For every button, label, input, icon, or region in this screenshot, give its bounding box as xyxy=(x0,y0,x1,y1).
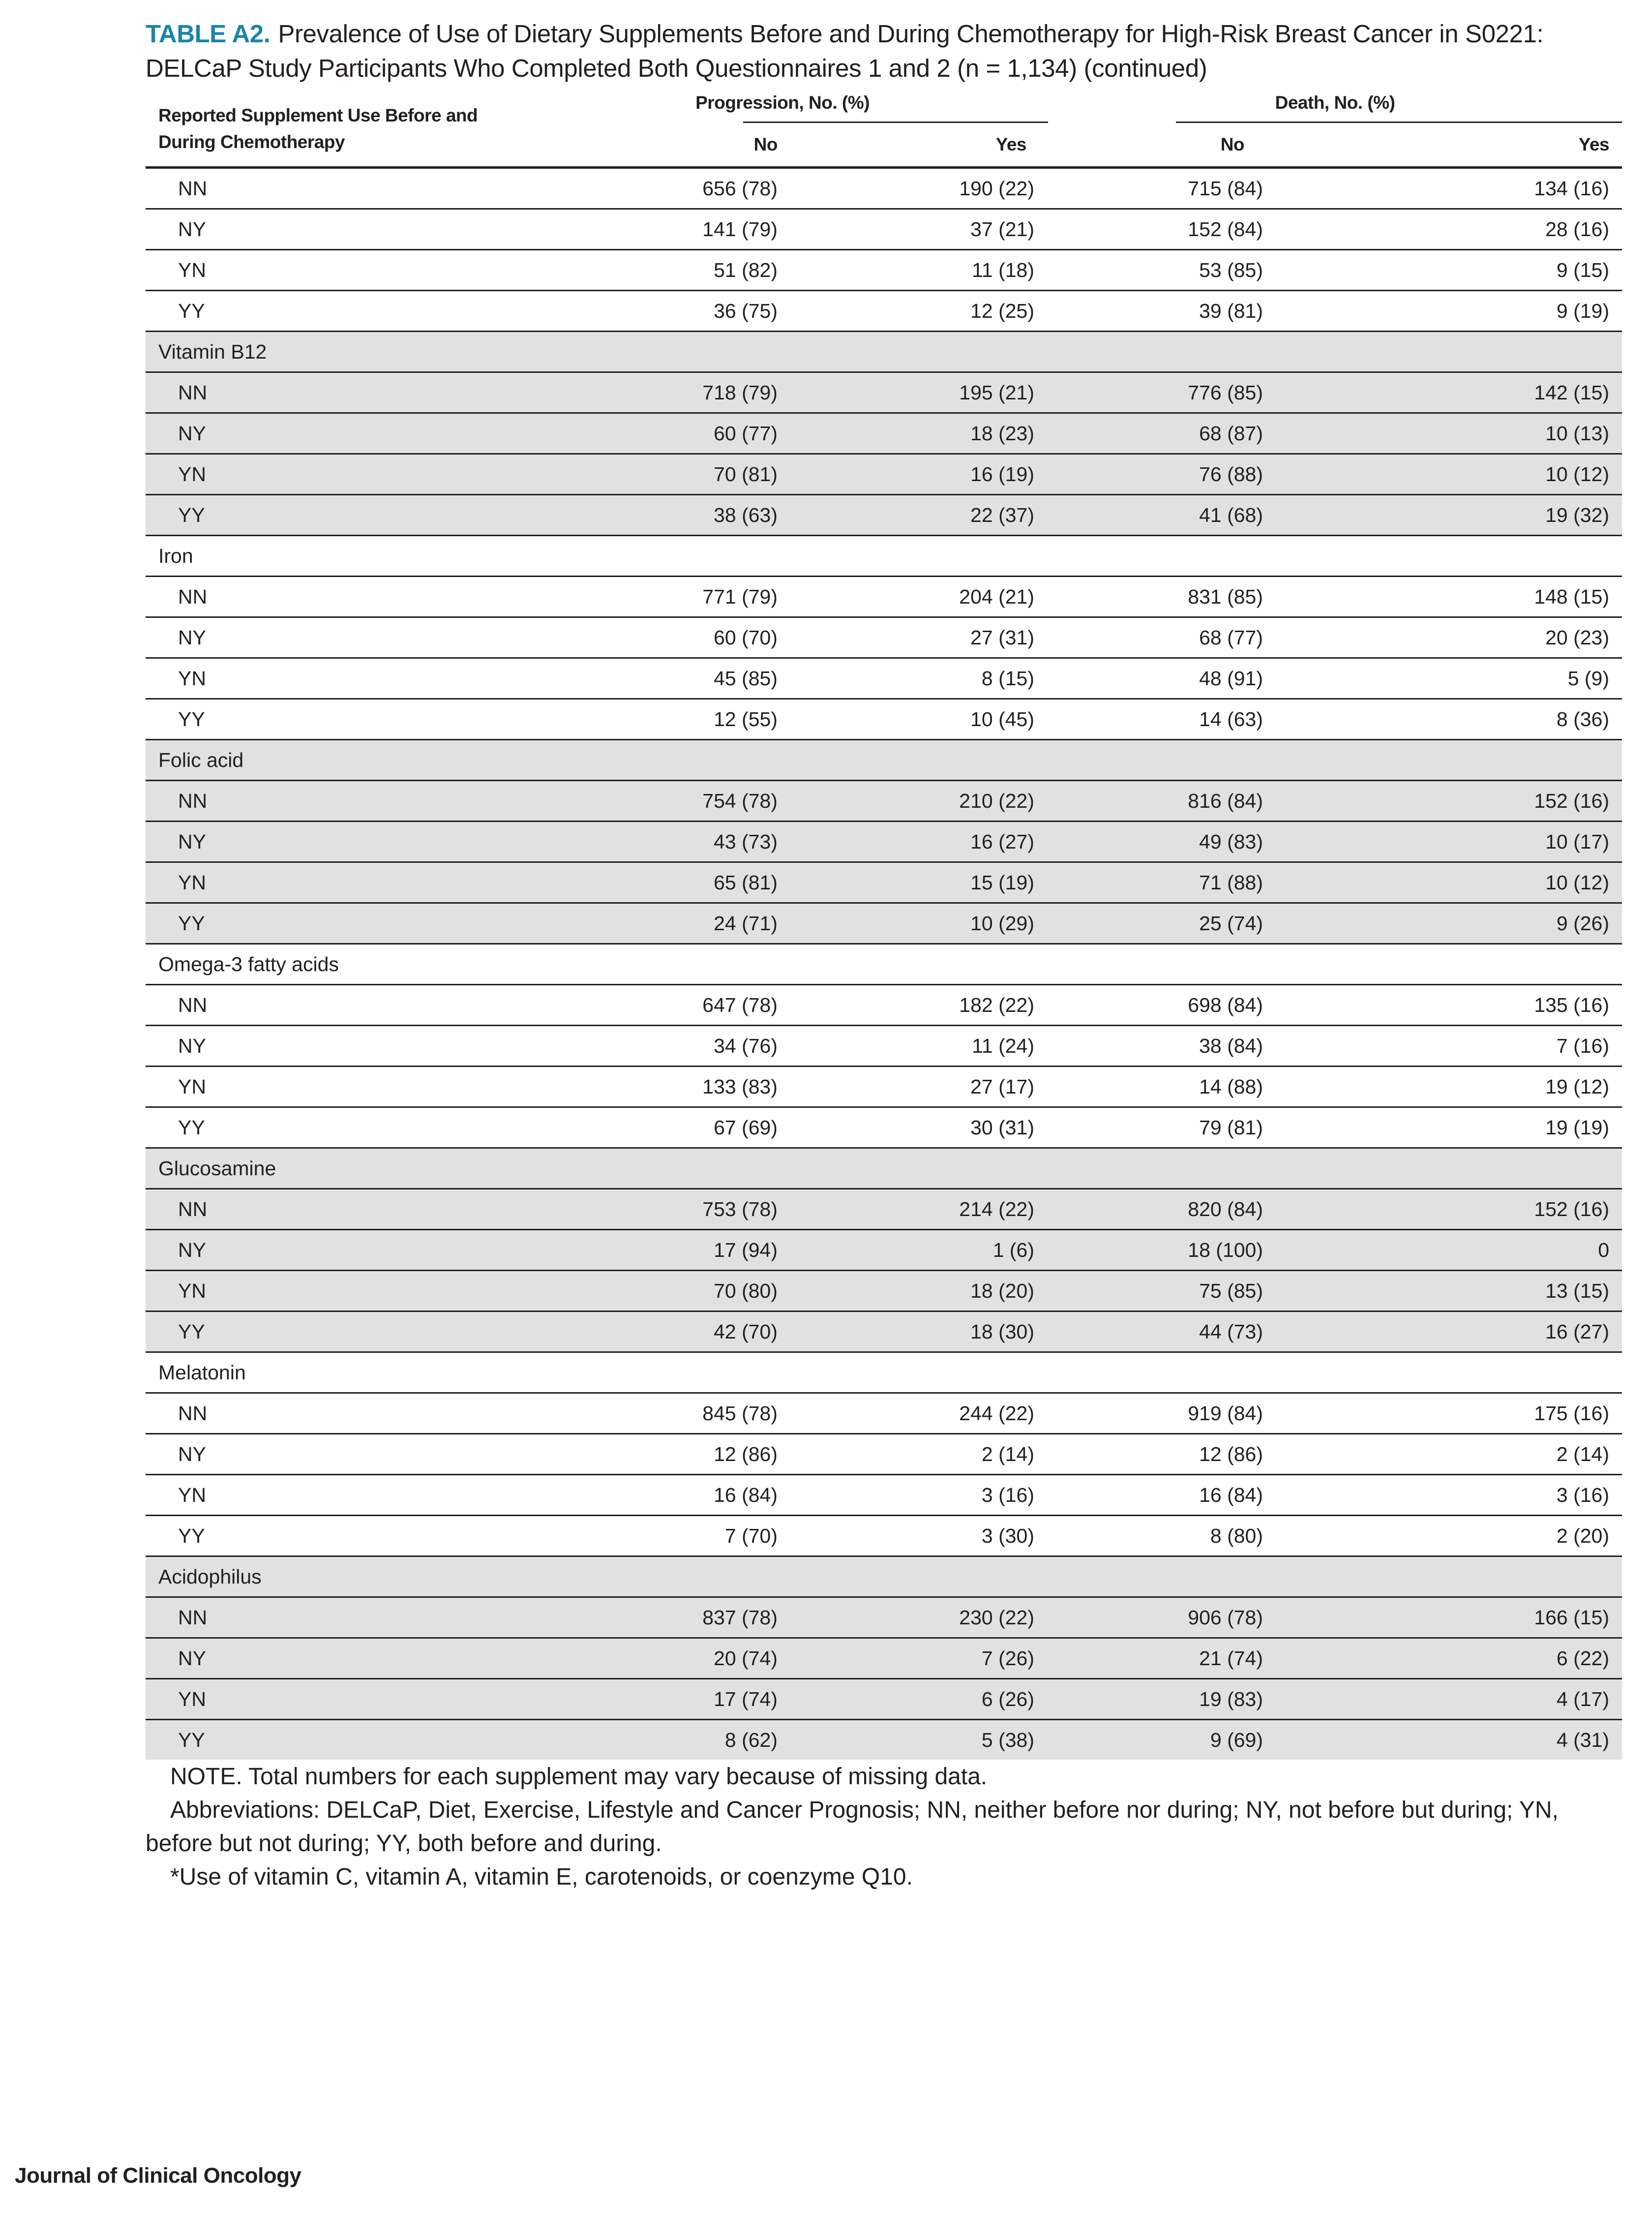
death-no-cell: 48 (91) xyxy=(1048,658,1296,699)
progression-yes-cell: 204 (21) xyxy=(876,577,1048,617)
row-label: NY xyxy=(146,617,517,658)
row-label: NN xyxy=(146,781,517,822)
progression-yes-cell: 37 (21) xyxy=(876,209,1048,250)
row-label: NN xyxy=(146,1597,517,1638)
progression-yes-cell: 195 (21) xyxy=(876,372,1048,413)
progression-yes-cell: 244 (22) xyxy=(876,1393,1048,1434)
progression-yes-cell: 10 (45) xyxy=(876,699,1048,740)
death-no-cell: 21 (74) xyxy=(1048,1638,1296,1679)
progression-no-cell: 12 (55) xyxy=(517,699,876,740)
section-label: Melatonin xyxy=(146,1352,1622,1393)
progression-no-cell: 12 (86) xyxy=(517,1434,876,1475)
abbreviations-text: Abbreviations: DELCaP, Diet, Exercise, Lifestyle and Cancer Prognosis; NN, neither before nor during; NY, not before but during; YN, before but not during; YY, both before and during. xyxy=(146,1797,1559,1857)
row-label: YY xyxy=(146,291,517,332)
journal-name: Journal of Clinical Oncology xyxy=(15,2164,301,2188)
progression-no-cell: 17 (94) xyxy=(517,1230,876,1271)
death-no-cell: 75 (85) xyxy=(1048,1271,1296,1311)
progression-no-cell: 60 (77) xyxy=(517,413,876,454)
section-label: Vitamin B12 xyxy=(146,332,1622,372)
section-label: Iron xyxy=(146,536,1622,577)
table-row xyxy=(146,658,1622,699)
progression-yes-cell: 2 (14) xyxy=(876,1434,1048,1475)
progression-yes-cell: 3 (30) xyxy=(876,1516,1048,1556)
table-row xyxy=(146,168,1622,209)
death-yes-cell: 152 (16) xyxy=(1296,1189,1622,1230)
progression-no-cell: 70 (81) xyxy=(517,454,876,495)
progression-no-cell: 718 (79) xyxy=(517,372,876,413)
death-yes-cell: 9 (15) xyxy=(1296,250,1622,291)
row-label: NY xyxy=(146,209,517,250)
section-label: Omega-3 fatty acids xyxy=(146,944,1622,985)
death-no-cell: 816 (84) xyxy=(1048,781,1296,822)
death-no-cell: 16 (84) xyxy=(1048,1475,1296,1516)
progression-no-cell: 42 (70) xyxy=(517,1311,876,1352)
death-yes-cell: 19 (19) xyxy=(1296,1107,1622,1148)
row-label: NY xyxy=(146,1638,517,1679)
progression-yes-cell: 22 (37) xyxy=(876,495,1048,536)
row-label: YY xyxy=(146,699,517,740)
row-label: NN xyxy=(146,577,517,617)
progression-yes-cell: 16 (27) xyxy=(876,822,1048,862)
table-row xyxy=(146,1189,1622,1230)
row-label: NY xyxy=(146,413,517,454)
progression-yes-cell: 210 (22) xyxy=(876,781,1048,822)
section-label: Acidophilus xyxy=(146,1556,1622,1597)
row-label: YY xyxy=(146,1720,517,1760)
death-yes-cell: 19 (12) xyxy=(1296,1067,1622,1107)
subheader-death-no: No xyxy=(1220,134,1245,154)
table-row xyxy=(146,372,1622,413)
row-label: YY xyxy=(146,1311,517,1352)
row-label: YN xyxy=(146,1271,517,1311)
section-label: Folic acid xyxy=(146,740,1622,781)
progression-no-cell: 65 (81) xyxy=(517,862,876,903)
section-row xyxy=(146,332,1622,372)
table-row xyxy=(146,1638,1622,1679)
table-row xyxy=(146,1067,1622,1107)
progression-yes-cell: 3 (16) xyxy=(876,1475,1048,1516)
row-label: NN xyxy=(146,1189,517,1230)
supplement-table xyxy=(146,83,1622,1760)
death-no-cell: 8 (80) xyxy=(1048,1516,1296,1556)
table-row xyxy=(146,413,1622,454)
progression-no-cell: 845 (78) xyxy=(517,1393,876,1434)
row-label: YN xyxy=(146,1679,517,1720)
progression-no-cell: 133 (83) xyxy=(517,1067,876,1107)
death-yes-cell: 148 (15) xyxy=(1296,577,1622,617)
table-body xyxy=(146,168,1622,1760)
death-yes-cell: 13 (15) xyxy=(1296,1271,1622,1311)
row-label: YN xyxy=(146,862,517,903)
death-no-cell: 9 (69) xyxy=(1048,1720,1296,1760)
progression-yes-cell: 10 (29) xyxy=(876,903,1048,944)
progression-no-cell: 60 (70) xyxy=(517,617,876,658)
table-row xyxy=(146,209,1622,250)
death-no-cell: 919 (84) xyxy=(1048,1393,1296,1434)
progression-yes-cell: 18 (23) xyxy=(876,413,1048,454)
progression-yes-cell: 5 (38) xyxy=(876,1720,1048,1760)
row-label: YY xyxy=(146,1516,517,1556)
table-row xyxy=(146,862,1622,903)
death-yes-cell: 134 (16) xyxy=(1296,168,1622,209)
table-row xyxy=(146,822,1622,862)
table-row xyxy=(146,617,1622,658)
death-yes-cell: 19 (32) xyxy=(1296,495,1622,536)
progression-no-cell: 837 (78) xyxy=(517,1597,876,1638)
death-no-cell: 14 (88) xyxy=(1048,1067,1296,1107)
death-yes-cell: 2 (14) xyxy=(1296,1434,1622,1475)
death-yes-cell: 4 (31) xyxy=(1296,1720,1622,1760)
progression-yes-cell: 182 (22) xyxy=(876,985,1048,1026)
death-no-cell: 79 (81) xyxy=(1048,1107,1296,1148)
progression-no-cell: 34 (76) xyxy=(517,1026,876,1067)
subheader-progression-yes: Yes xyxy=(995,134,1027,154)
section-row xyxy=(146,1148,1622,1189)
table-row xyxy=(146,1597,1622,1638)
death-no-cell: 41 (68) xyxy=(1048,495,1296,536)
death-yes-cell: 4 (17) xyxy=(1296,1679,1622,1720)
table-row xyxy=(146,1107,1622,1148)
section-label: Glucosamine xyxy=(146,1148,1622,1189)
progression-no-cell: 16 (84) xyxy=(517,1475,876,1516)
row-label: YN xyxy=(146,250,517,291)
section-row xyxy=(146,1352,1622,1393)
progression-yes-cell: 15 (19) xyxy=(876,862,1048,903)
row-label: YN xyxy=(146,1475,517,1516)
progression-no-cell: 656 (78) xyxy=(517,168,876,209)
progression-yes-cell: 30 (31) xyxy=(876,1107,1048,1148)
row-label: NN xyxy=(146,1393,517,1434)
progression-no-cell: 70 (80) xyxy=(517,1271,876,1311)
footnote-text: *Use of vitamin C, vitamin A, vitamin E, carotenoids, or coenzyme Q10. xyxy=(170,1864,913,1890)
progression-yes-cell: 11 (18) xyxy=(876,250,1048,291)
progression-no-cell: 7 (70) xyxy=(517,1516,876,1556)
progression-yes-cell: 16 (19) xyxy=(876,454,1048,495)
death-no-cell: 49 (83) xyxy=(1048,822,1296,862)
section-row xyxy=(146,536,1622,577)
progression-no-cell: 20 (74) xyxy=(517,1638,876,1679)
death-no-cell: 71 (88) xyxy=(1048,862,1296,903)
row-label: NY xyxy=(146,1434,517,1475)
death-no-cell: 18 (100) xyxy=(1048,1230,1296,1271)
row-label: NY xyxy=(146,822,517,862)
row-label: YN xyxy=(146,1067,517,1107)
progression-no-cell: 24 (71) xyxy=(517,903,876,944)
table-row xyxy=(146,495,1622,536)
row-label: NY xyxy=(146,1026,517,1067)
progression-no-cell: 141 (79) xyxy=(517,209,876,250)
death-yes-cell: 16 (27) xyxy=(1296,1311,1622,1352)
death-no-cell: 68 (87) xyxy=(1048,413,1296,454)
subheader-death-yes: Yes xyxy=(1578,134,1610,154)
death-no-cell: 831 (85) xyxy=(1048,577,1296,617)
table-row xyxy=(146,1475,1622,1516)
progression-no-cell: 51 (82) xyxy=(517,250,876,291)
row-label: YN xyxy=(146,658,517,699)
progression-no-cell: 45 (85) xyxy=(517,658,876,699)
table-row xyxy=(146,454,1622,495)
table-row xyxy=(146,699,1622,740)
table-row xyxy=(146,1271,1622,1311)
death-yes-cell: 5 (9) xyxy=(1296,658,1622,699)
section-row xyxy=(146,944,1622,985)
progression-yes-cell: 230 (22) xyxy=(876,1597,1048,1638)
progression-yes-cell: 6 (26) xyxy=(876,1679,1048,1720)
subheader-progression-no: No xyxy=(753,134,778,154)
death-no-cell: 53 (85) xyxy=(1048,250,1296,291)
death-yes-cell: 135 (16) xyxy=(1296,985,1622,1026)
death-no-cell: 152 (84) xyxy=(1048,209,1296,250)
death-yes-cell: 10 (12) xyxy=(1296,862,1622,903)
row-label: NN xyxy=(146,372,517,413)
death-yes-cell: 9 (19) xyxy=(1296,291,1622,332)
death-yes-cell: 6 (22) xyxy=(1296,1638,1622,1679)
death-no-cell: 12 (86) xyxy=(1048,1434,1296,1475)
progression-no-cell: 647 (78) xyxy=(517,985,876,1026)
death-no-cell: 14 (63) xyxy=(1048,699,1296,740)
progression-no-cell: 38 (63) xyxy=(517,495,876,536)
death-no-cell: 906 (78) xyxy=(1048,1597,1296,1638)
group-header-death: Death, No. (%) xyxy=(1048,83,1622,123)
progression-yes-cell: 18 (20) xyxy=(876,1271,1048,1311)
death-no-cell: 38 (84) xyxy=(1048,1026,1296,1067)
progression-no-cell: 771 (79) xyxy=(517,577,876,617)
progression-yes-cell: 1 (6) xyxy=(876,1230,1048,1271)
progression-yes-cell: 8 (15) xyxy=(876,658,1048,699)
death-yes-cell: 166 (15) xyxy=(1296,1597,1622,1638)
death-no-cell: 39 (81) xyxy=(1048,291,1296,332)
death-yes-cell: 142 (15) xyxy=(1296,372,1622,413)
death-yes-cell: 8 (36) xyxy=(1296,699,1622,740)
death-yes-cell: 7 (16) xyxy=(1296,1026,1622,1067)
table-row xyxy=(146,1516,1622,1556)
progression-yes-cell: 18 (30) xyxy=(876,1311,1048,1352)
death-yes-cell: 3 (16) xyxy=(1296,1475,1622,1516)
row-label: YN xyxy=(146,454,517,495)
death-no-cell: 820 (84) xyxy=(1048,1189,1296,1230)
progression-yes-cell: 11 (24) xyxy=(876,1026,1048,1067)
death-no-cell: 715 (84) xyxy=(1048,168,1296,209)
death-yes-cell: 28 (16) xyxy=(1296,209,1622,250)
death-yes-cell: 152 (16) xyxy=(1296,781,1622,822)
death-no-cell: 44 (73) xyxy=(1048,1311,1296,1352)
note-text: NOTE. Total numbers for each supplement may vary because of missing data. xyxy=(170,1764,988,1790)
row-label: YY xyxy=(146,495,517,536)
death-no-cell: 19 (83) xyxy=(1048,1679,1296,1720)
death-no-cell: 25 (74) xyxy=(1048,903,1296,944)
table-row xyxy=(146,1026,1622,1067)
table-notes xyxy=(146,1760,1619,1894)
death-yes-cell: 10 (13) xyxy=(1296,413,1622,454)
death-no-cell: 698 (84) xyxy=(1048,985,1296,1026)
progression-no-cell: 17 (74) xyxy=(517,1679,876,1720)
death-yes-cell: 175 (16) xyxy=(1296,1393,1622,1434)
death-yes-cell: 10 (17) xyxy=(1296,822,1622,862)
row-header: Reported Supplement Use Before and During Chemotherapy xyxy=(158,105,478,152)
group-header-progression: Progression, No. (%) xyxy=(517,83,1048,123)
table-row xyxy=(146,250,1622,291)
table-row xyxy=(146,1434,1622,1475)
row-label: NN xyxy=(146,985,517,1026)
section-row xyxy=(146,1556,1622,1597)
progression-no-cell: 67 (69) xyxy=(517,1107,876,1148)
progression-no-cell: 36 (75) xyxy=(517,291,876,332)
table-title: Prevalence of Use of Dietary Supplements Before and During Chemotherapy for High-Risk Breast Cancer in S0221: DELCaP Study Participants Who Completed Both Questionnaires 1 and 2 (n = 1,134) (continued) xyxy=(146,20,1544,82)
progression-no-cell: 754 (78) xyxy=(517,781,876,822)
table-row xyxy=(146,903,1622,944)
table-row xyxy=(146,1679,1622,1720)
table-row xyxy=(146,1230,1622,1271)
progression-yes-cell: 190 (22) xyxy=(876,168,1048,209)
table-row xyxy=(146,1393,1622,1434)
death-yes-cell: 0 xyxy=(1296,1230,1622,1271)
progression-yes-cell: 12 (25) xyxy=(876,291,1048,332)
table-row xyxy=(146,781,1622,822)
row-label: YY xyxy=(146,903,517,944)
death-no-cell: 68 (77) xyxy=(1048,617,1296,658)
table-row xyxy=(146,1720,1622,1760)
progression-yes-cell: 27 (17) xyxy=(876,1067,1048,1107)
death-no-cell: 776 (85) xyxy=(1048,372,1296,413)
table-row xyxy=(146,291,1622,332)
death-yes-cell: 2 (20) xyxy=(1296,1516,1622,1556)
row-label: YY xyxy=(146,1107,517,1148)
table-label: TABLE A2. xyxy=(146,20,270,48)
section-row xyxy=(146,740,1622,781)
death-yes-cell: 9 (26) xyxy=(1296,903,1622,944)
table-row xyxy=(146,577,1622,617)
progression-no-cell: 8 (62) xyxy=(517,1720,876,1760)
progression-yes-cell: 27 (31) xyxy=(876,617,1048,658)
death-no-cell: 76 (88) xyxy=(1048,454,1296,495)
progression-yes-cell: 214 (22) xyxy=(876,1189,1048,1230)
table-row xyxy=(146,1311,1622,1352)
progression-yes-cell: 7 (26) xyxy=(876,1638,1048,1679)
death-yes-cell: 10 (12) xyxy=(1296,454,1622,495)
row-label: NY xyxy=(146,1230,517,1271)
death-yes-cell: 20 (23) xyxy=(1296,617,1622,658)
row-label: NN xyxy=(146,168,517,209)
progression-no-cell: 43 (73) xyxy=(517,822,876,862)
table-row xyxy=(146,985,1622,1026)
progression-no-cell: 753 (78) xyxy=(517,1189,876,1230)
table-caption xyxy=(146,17,1616,86)
